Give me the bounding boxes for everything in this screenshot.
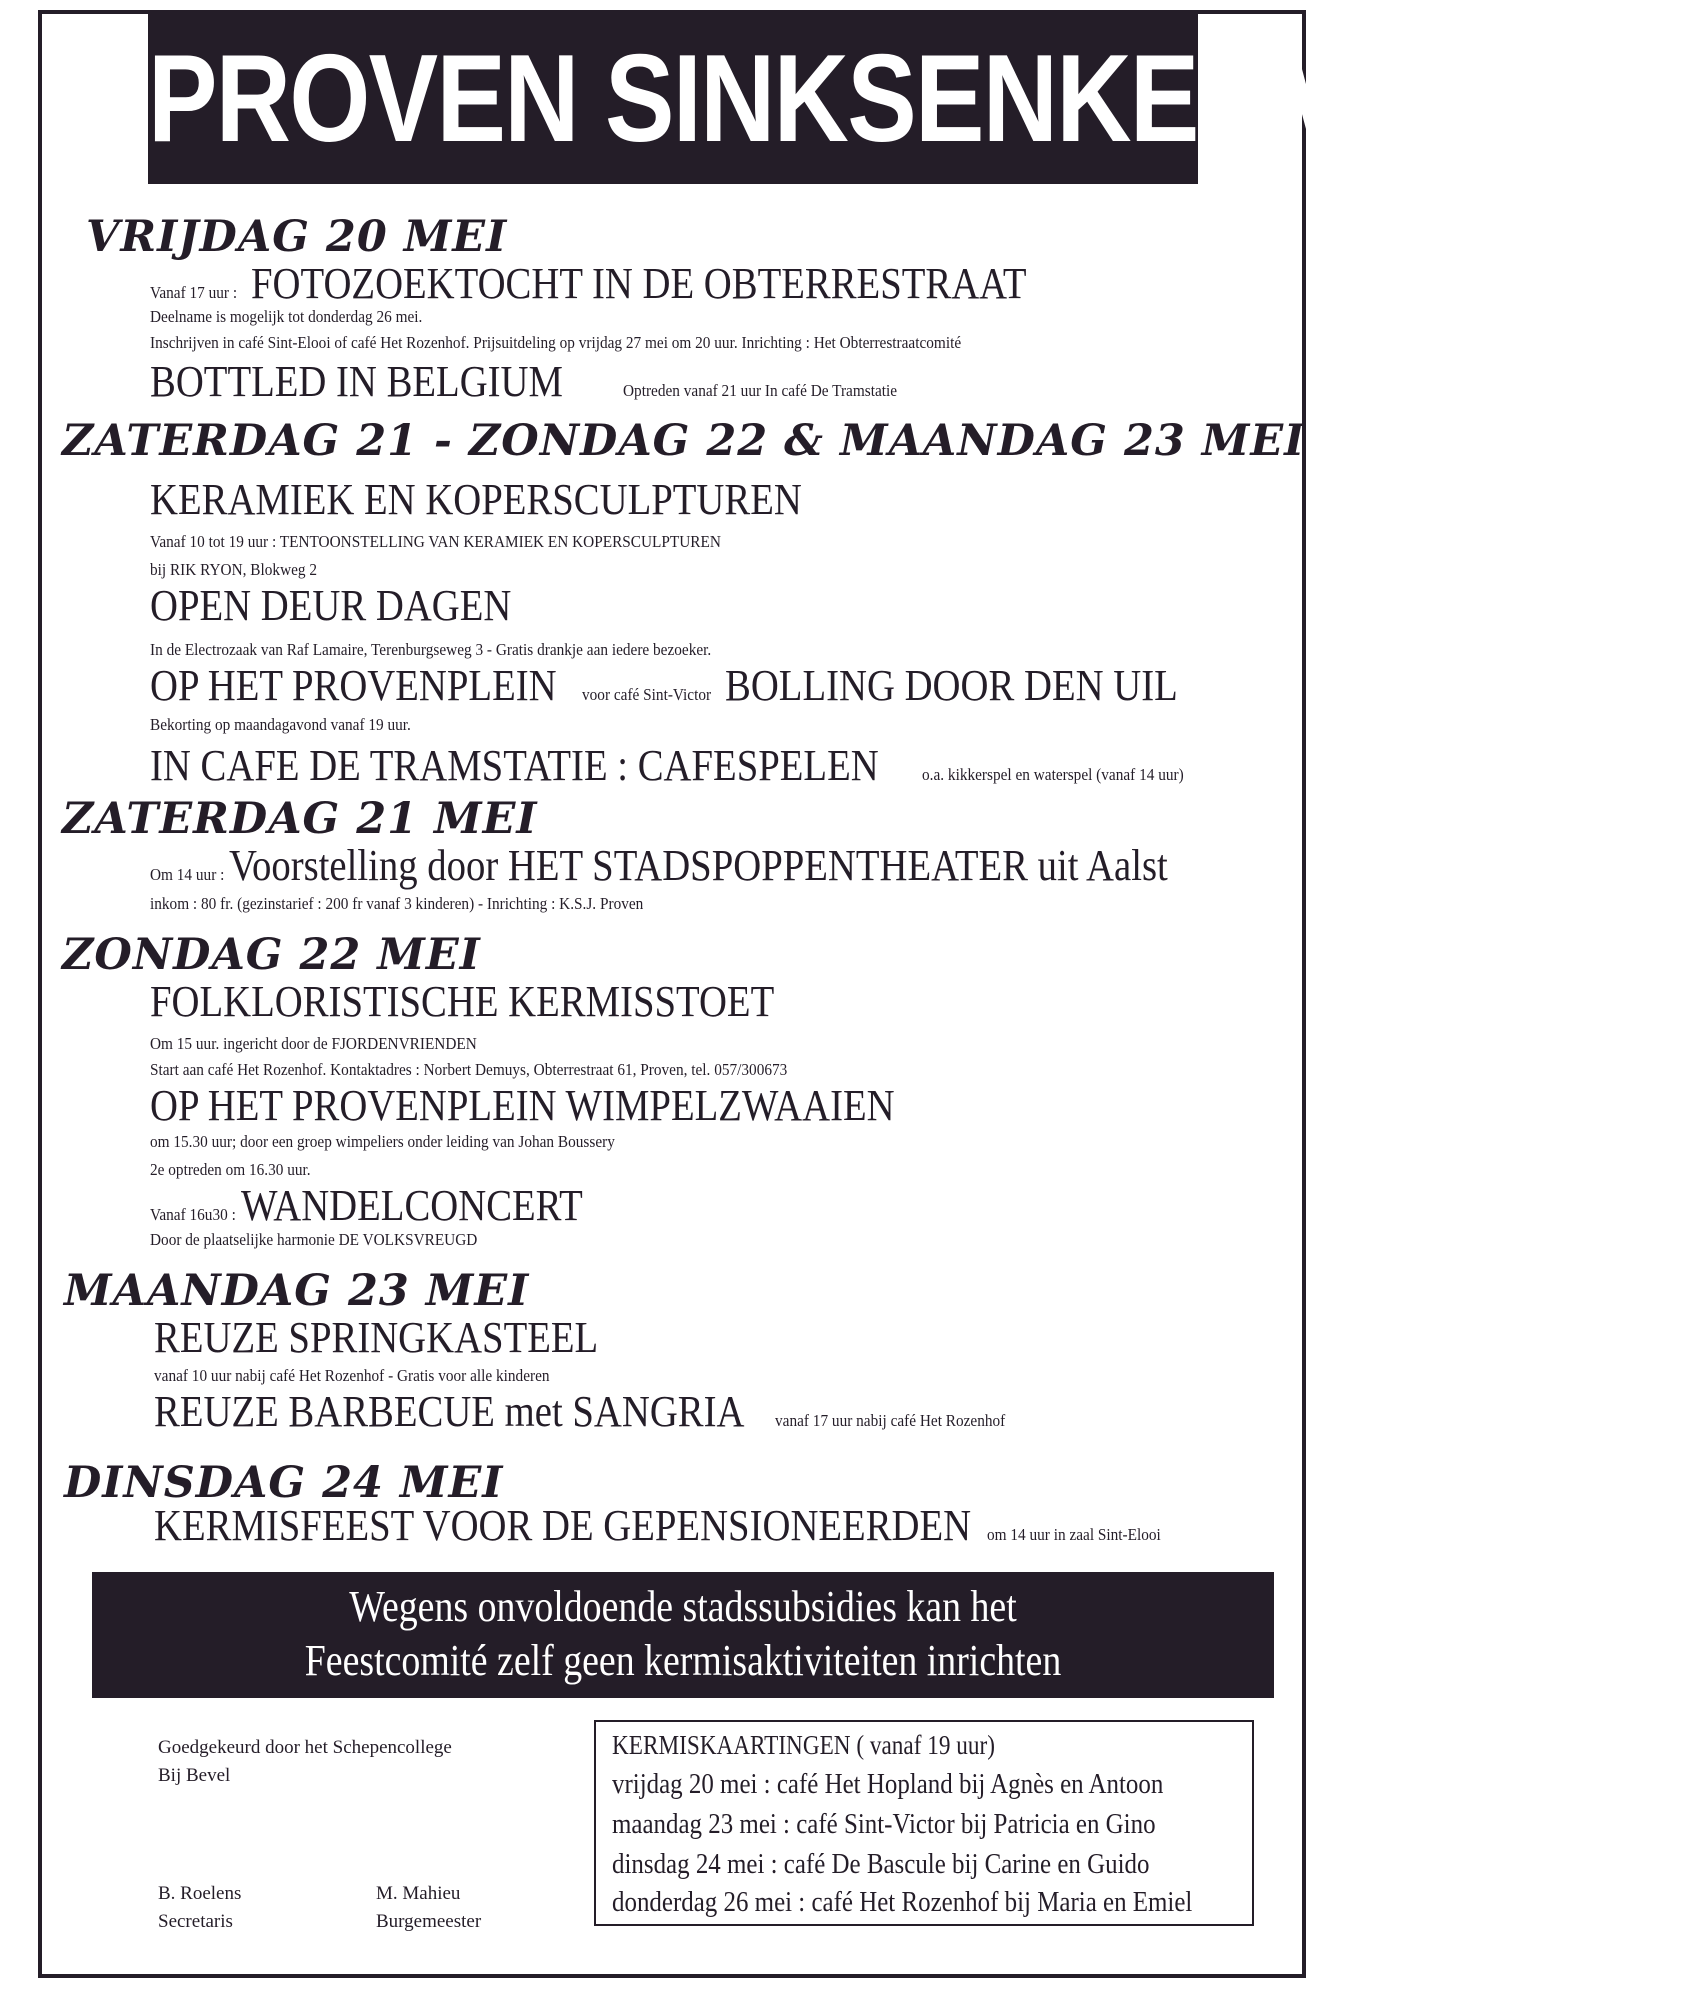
event-time: Vanaf 17 uur : (150, 283, 238, 302)
kaartingen-heading: KERMISKAARTINGEN ( vanaf 19 uur) (612, 1730, 995, 1760)
event-poppentheater (150, 840, 1295, 891)
kaartingen-line: maandag 23 mei : café Sint-Victor bij Patricia en Gino (612, 1808, 1156, 1840)
signer-name: B. Roelens (158, 1883, 242, 1904)
kaartingen-box (594, 1720, 1254, 1926)
event-bottled (150, 356, 928, 407)
event-kermisfeest (154, 1500, 1180, 1551)
event-title: BOTTLED IN BELGIUM (150, 357, 563, 406)
poster-title: PROVEN SINKSENKERMIS 1994 (148, 14, 1198, 184)
event-title: OP HET PROVENPLEIN WIMPELZWAAIEN (150, 1081, 895, 1130)
event-title: KERAMIEK EN KOPERSCULPTUREN (150, 475, 802, 524)
day-heading-monday: MAANDAG 23 MEI (64, 1266, 530, 1316)
signature-secretary (158, 1880, 241, 1936)
kaartingen-line: dinsdag 24 mei : café De Bascule bij Carine en Guido (612, 1848, 1150, 1880)
event-title: OPEN DEUR DAGEN (150, 581, 512, 630)
subsidy-notice-banner (92, 1572, 1274, 1698)
event-note: Door de plaatselijke harmonie DE VOLKSVREUGD (150, 1230, 478, 1249)
event-title: KERMISFEEST VOOR DE GEPENSIONEERDEN (154, 1501, 972, 1550)
day-heading-tuesday: DINSDAG 24 MEI (64, 1458, 504, 1508)
kaartingen-line: donderdag 26 mei : café Het Rozenhof bij Maria en Emiel (612, 1886, 1193, 1918)
event-note: Om 15 uur. ingericht door de FJORDENVRIENDEN (150, 1034, 477, 1053)
event-title: REUZE SPRINGKASTEEL (154, 1313, 599, 1362)
event-note: vanaf 17 uur nabij café Het Rozenhof (775, 1411, 1006, 1430)
event-title: FOLKLORISTISCHE KERMISSTOET (150, 977, 775, 1026)
event-cafespelen (150, 740, 1213, 791)
event-title: FOTOZOEKTOCHT IN DE OBTERRESTRAAT (250, 259, 1027, 308)
banner-line: Wegens onvoldoende stadssubsidies kan het (349, 1582, 1017, 1631)
day-heading-sunday: ZONDAG 22 MEI (62, 930, 481, 980)
event-note: Start aan café Het Rozenhof. Kontaktadres : Norbert Demuys, Obterrestraat 61, Proven, tel. 057/300673 (150, 1060, 788, 1079)
event-title: OP HET PROVENPLEIN (150, 661, 557, 710)
event-title: REUZE BARBECUE met SANGRIA (154, 1387, 745, 1436)
event-title: Voorstelling door HET STADSPOPPENTHEATER uit Aalst (228, 841, 1168, 890)
event-note: Bekorting op maandagavond vanaf 19 uur. (150, 715, 411, 734)
event-note: Inschrijven in café Sint-Elooi of café Het Rozenhof. Prijsuitdeling op vrijdag 27 mei om 20 uur. Inrichting : Het Obterrestraatcomité (150, 333, 962, 352)
event-note: o.a. kikkerspel en waterspel (vanaf 14 uur) (922, 765, 1184, 784)
event-note: bij RIK RYON, Blokweg 2 (150, 560, 318, 579)
signer-role: Secretaris (158, 1911, 233, 1932)
day-heading-weekend: ZATERDAG 21 - ZONDAG 22 & MAANDAG 23 MEI (62, 416, 1306, 466)
day-heading-friday: VRIJDAG 20 MEI (86, 212, 508, 262)
kaartingen-line: vrijdag 20 mei : café Het Hopland bij Agnès en Antoon (612, 1768, 1164, 1800)
signature-mayor (376, 1880, 481, 1936)
event-time: Vanaf 16u30 : (150, 1205, 236, 1224)
event-barbecue (154, 1386, 1031, 1437)
approval-line: Goedgekeurd door het Schepencollege (158, 1737, 452, 1758)
event-note: Optreden vanaf 21 uur In café De Tramstatie (623, 381, 898, 400)
signer-name: M. Mahieu (376, 1883, 461, 1904)
event-fotozoektocht (150, 258, 1132, 309)
day-heading-saturday: ZATERDAG 21 MEI (62, 794, 538, 844)
event-note: om 14 uur in zaal Sint-Elooi (986, 1525, 1161, 1544)
event-time: Om 14 uur : (150, 865, 225, 884)
signer-role: Burgemeester (376, 1911, 482, 1932)
event-wandelconcert (150, 1180, 630, 1231)
event-title: WANDELCONCERT (241, 1181, 584, 1230)
approval-text (158, 1734, 452, 1790)
event-note: vanaf 10 uur nabij café Het Rozenhof - Gratis voor alle kinderen (154, 1366, 550, 1385)
event-note: 2e optreden om 16.30 uur. (150, 1160, 311, 1179)
event-note: Vanaf 10 tot 19 uur : TENTOONSTELLING VAN KERAMIEK EN KOPERSCULPTUREN (150, 532, 721, 551)
event-note: Deelname is mogelijk tot donderdag 26 mei. (150, 307, 423, 326)
event-note: inkom : 80 fr. (gezinstarief : 200 fr vanaf 3 kinderen) - Inrichting : K.S.J. Proven (150, 894, 644, 913)
banner-line: Feestcomité zelf geen kermisaktiviteiten inrichten (304, 1636, 1062, 1685)
event-location: voor café Sint-Victor (582, 685, 712, 704)
event-note: om 15.30 uur; door een groep wimpeliers onder leiding van Johan Boussery (150, 1132, 615, 1151)
event-bolling (150, 660, 1240, 711)
event-title: BOLLING DOOR DEN UIL (725, 661, 1179, 710)
approval-line: Bij Bevel (158, 1765, 231, 1786)
event-note: In de Electrozaak van Raf Lamaire, Terenburgseweg 3 - Gratis drankje aan iedere bezoeker. (150, 640, 712, 659)
event-title: IN CAFE DE TRAMSTATIE : CAFESPELEN (150, 741, 879, 790)
